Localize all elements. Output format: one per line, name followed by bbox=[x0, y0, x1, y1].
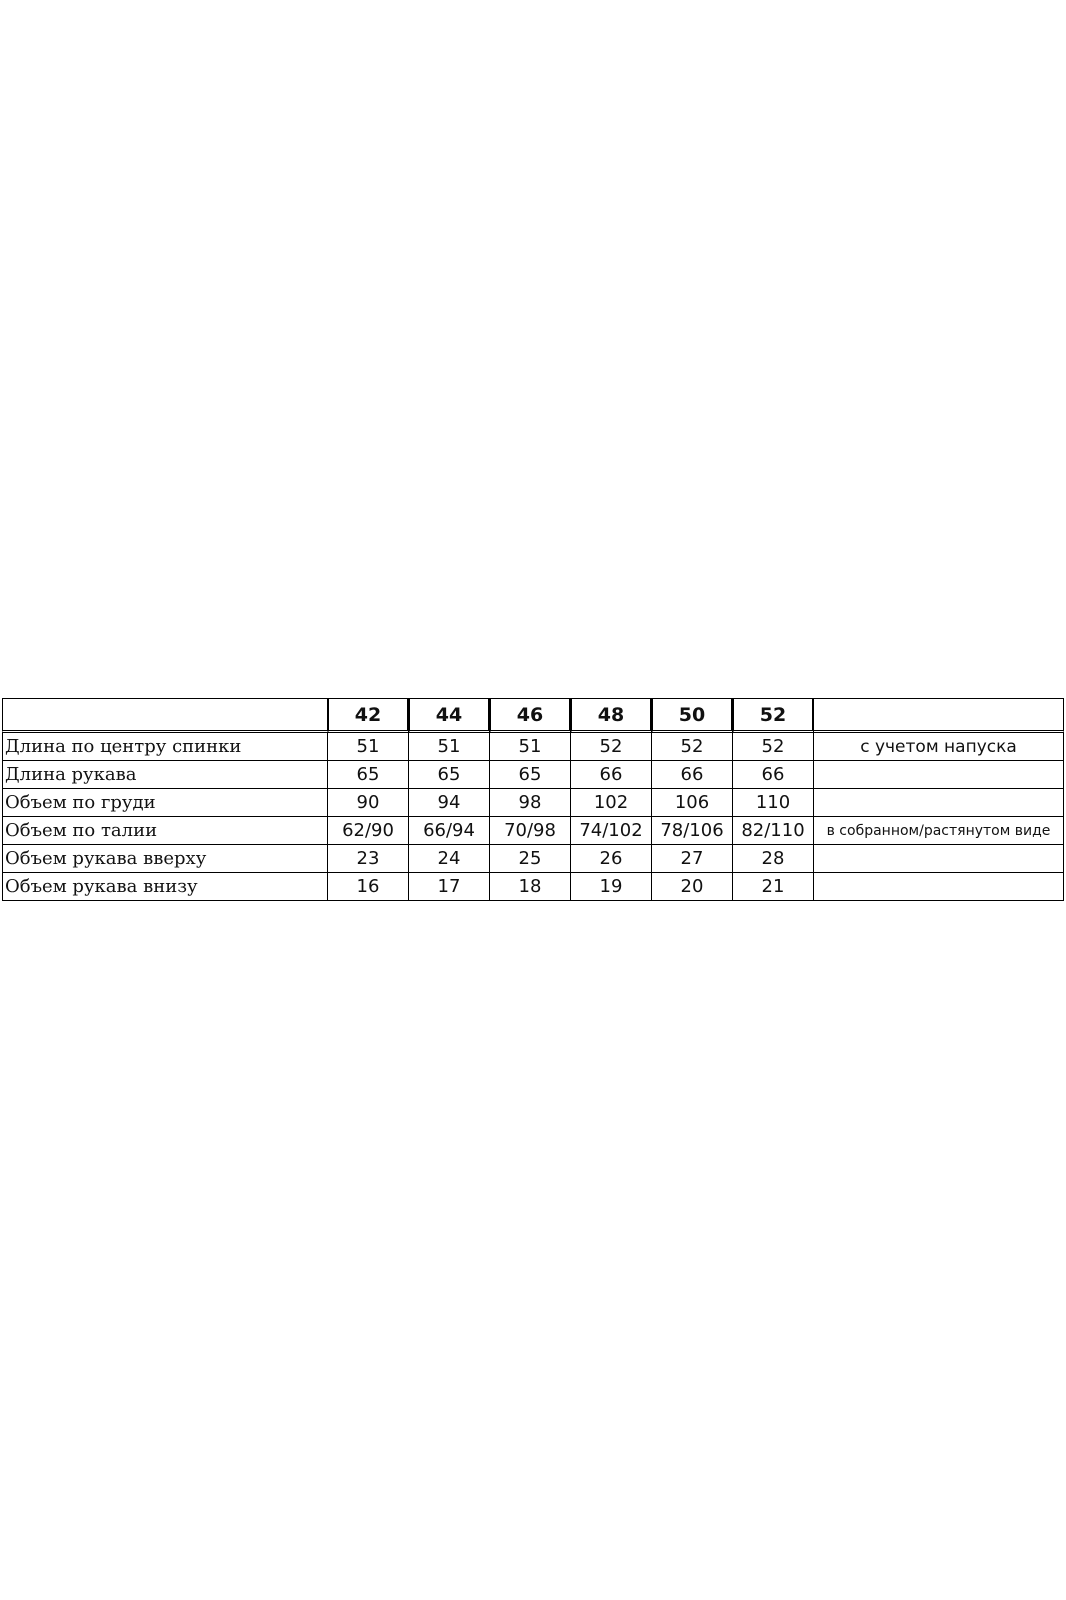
size-header-cell: 44 bbox=[409, 698, 490, 733]
size-header-row bbox=[2, 698, 1064, 733]
value-cell: 27 bbox=[652, 845, 733, 873]
table-row bbox=[2, 845, 1064, 873]
size-header-cell: 42 bbox=[328, 698, 409, 733]
header-empty-cell bbox=[2, 698, 328, 733]
value-cell: 52 bbox=[571, 733, 652, 761]
row-label: Объем рукава внизу bbox=[2, 873, 328, 901]
value-cell: 106 bbox=[652, 789, 733, 817]
header-note-cell bbox=[814, 698, 1064, 733]
value-cell: 65 bbox=[490, 761, 571, 789]
value-cell: 25 bbox=[490, 845, 571, 873]
value-cell: 17 bbox=[409, 873, 490, 901]
value-cell: 26 bbox=[571, 845, 652, 873]
size-header-cell: 48 bbox=[571, 698, 652, 733]
row-label: Объем рукава вверху bbox=[2, 845, 328, 873]
value-cell: 65 bbox=[328, 761, 409, 789]
size-header-cell: 46 bbox=[490, 698, 571, 733]
value-cell: 21 bbox=[733, 873, 814, 901]
value-cell: 23 bbox=[328, 845, 409, 873]
row-note bbox=[814, 761, 1064, 789]
value-cell: 78/106 bbox=[652, 817, 733, 845]
size-header-cell: 50 bbox=[652, 698, 733, 733]
table-row bbox=[2, 789, 1064, 817]
size-header-cell: 52 bbox=[733, 698, 814, 733]
value-cell: 110 bbox=[733, 789, 814, 817]
row-note: в собранном/растянутом виде bbox=[814, 817, 1064, 845]
value-cell: 98 bbox=[490, 789, 571, 817]
value-cell: 90 bbox=[328, 789, 409, 817]
value-cell: 66 bbox=[571, 761, 652, 789]
row-note bbox=[814, 845, 1064, 873]
row-label: Объем по талии bbox=[2, 817, 328, 845]
value-cell: 52 bbox=[652, 733, 733, 761]
value-cell: 52 bbox=[733, 733, 814, 761]
value-cell: 66 bbox=[652, 761, 733, 789]
table-row bbox=[2, 761, 1064, 789]
row-note bbox=[814, 789, 1064, 817]
value-cell: 102 bbox=[571, 789, 652, 817]
value-cell: 70/98 bbox=[490, 817, 571, 845]
value-cell: 19 bbox=[571, 873, 652, 901]
value-cell: 24 bbox=[409, 845, 490, 873]
value-cell: 65 bbox=[409, 761, 490, 789]
value-cell: 28 bbox=[733, 845, 814, 873]
value-cell: 18 bbox=[490, 873, 571, 901]
value-cell: 82/110 bbox=[733, 817, 814, 845]
row-label: Длина по центру спинки bbox=[2, 733, 328, 761]
value-cell: 51 bbox=[490, 733, 571, 761]
value-cell: 66 bbox=[733, 761, 814, 789]
row-label: Объем по груди bbox=[2, 789, 328, 817]
row-note: с учетом напуска bbox=[814, 733, 1064, 761]
table-row bbox=[2, 733, 1064, 761]
value-cell: 51 bbox=[409, 733, 490, 761]
value-cell: 74/102 bbox=[571, 817, 652, 845]
table-row bbox=[2, 817, 1064, 845]
value-cell: 62/90 bbox=[328, 817, 409, 845]
row-label: Длина рукава bbox=[2, 761, 328, 789]
value-cell: 66/94 bbox=[409, 817, 490, 845]
value-cell: 94 bbox=[409, 789, 490, 817]
value-cell: 51 bbox=[328, 733, 409, 761]
value-cell: 20 bbox=[652, 873, 733, 901]
size-chart-table bbox=[2, 698, 1064, 901]
value-cell: 16 bbox=[328, 873, 409, 901]
row-note bbox=[814, 873, 1064, 901]
table-row bbox=[2, 873, 1064, 901]
